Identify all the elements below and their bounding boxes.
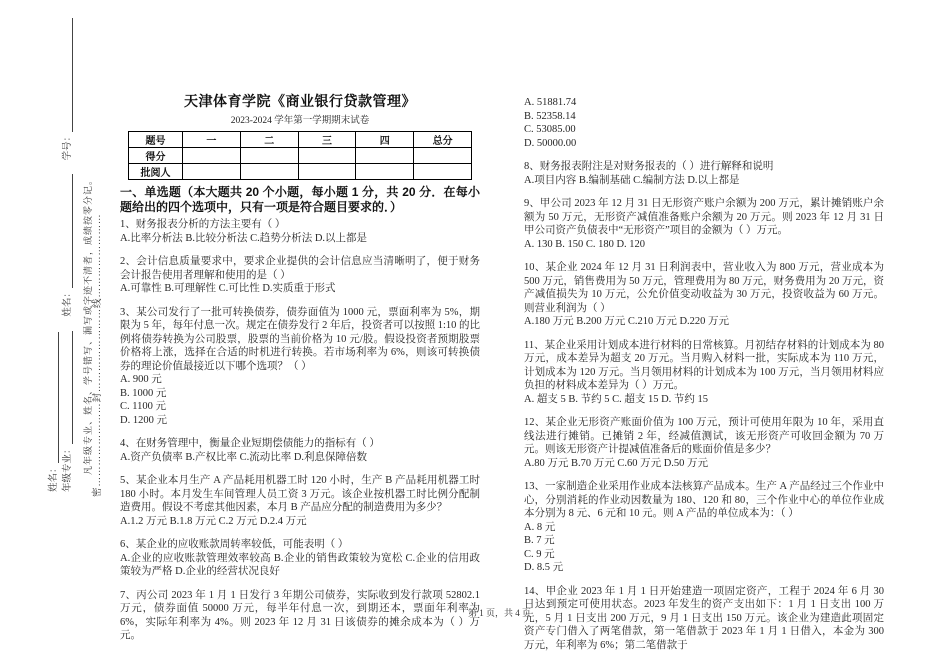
question-options: A.80 万元 B.70 万元 C.60 万元 D.50 万元	[524, 457, 709, 469]
question	[120, 538, 480, 579]
score-empty-cell	[240, 164, 298, 180]
score-empty-cell	[183, 148, 241, 164]
margin-outer-name-label: 姓名：	[49, 463, 59, 492]
column-right	[524, 96, 884, 652]
question	[524, 160, 884, 187]
question	[524, 197, 884, 251]
question	[524, 585, 884, 653]
question	[524, 416, 884, 470]
score-header-cell: 四	[356, 132, 414, 148]
question-options: A.180 万元 B.200 万元 C.210 万元 D.220 万元	[524, 316, 730, 327]
question	[524, 261, 884, 329]
question-options: A.项目内容 B.编制基础 C.编制方法 D.以上都是	[524, 174, 740, 186]
question-stem: 11、某企业采用计划成本进行材料的日常核算。月初结存材料的计划成本为 80 万元，成本差异为超支 20 万元。当月购入材料一批，实际成本为 110 万元，计划成本为 120 万元。当月领用材料的计划成本为 100 万元，当月领用材料应负担的材料成本差异为（ ）万元。	[524, 339, 884, 391]
question-stem: 4、在财务管理中，衡量企业短期偿债能力的指标有（ ）	[120, 438, 380, 449]
score-header-cell: 题号	[129, 132, 183, 148]
question-option: D. 1200 元	[120, 414, 167, 426]
question	[120, 589, 480, 643]
question-stem: 13、一家制造企业采用作业成本法核算产品成本。生产 A 产品经过三个作业中心，分别消耗的作业动因数量为 180、120 和 80，三个作业中心的单位作业成本分别为 8 元、6 元和 10 元。则 A 产品的单位成本为：（ ）	[524, 481, 884, 519]
question-options: A.可靠性 B.可理解性 C.可比性 D.实质重于形式	[120, 283, 336, 294]
question-stem: 3、某公司发行了一批可转换债券，债券面值为 1000 元，票面利率为 5%，期限为 5 年，每年付息一次。规定在债券发行 2 年后，投资者可以按照 1:10 的比例将债券转换为公司股票，股票的当前价格为 10 元/股。假设投资者预期股票价格将上涨，选择在合适的时机进行转换。若市场利率为 6%，则该可转换债券的理论价值最接近以下哪个选项？（ ）	[120, 306, 480, 372]
score-empty-cell	[298, 148, 356, 164]
score-empty-cell	[414, 148, 472, 164]
score-empty-cell	[414, 164, 472, 180]
question-option: C. 53085.00	[524, 124, 576, 135]
question	[120, 306, 480, 428]
fill-in-blank	[62, 331, 73, 445]
question-stem: 2、会计信息质量要求中，要求企业提供的会计信息应当清晰明了，便于财务会计报告使用者理解和使用的是（ ）	[120, 256, 480, 281]
question	[120, 255, 480, 296]
page-footer: 第 1 页，共 4 页	[468, 608, 532, 618]
question-option: A. 8 元	[524, 521, 556, 533]
score-empty-cell	[183, 164, 241, 180]
right-column	[524, 92, 884, 662]
question	[120, 474, 480, 528]
question-stem: 12、某企业无形资产账面价值为 100 万元，预计可使用年限为 10 年，采用直线法进行摊销。已摊销 2 年，经减值测试，该无形资产可收回金额为 70 万元。则该无形资产计提减值准备后的账面价值是多少？	[524, 417, 884, 455]
question-option: B. 1000 元	[120, 387, 167, 399]
question-option: B. 52358.14	[524, 110, 576, 122]
question-option: D. 8.5 元	[524, 562, 564, 573]
question-stem: 8、财务报表附注是对财务报表的（ ）进行解释和说明	[524, 161, 774, 172]
score-row	[129, 164, 472, 180]
score-row-label: 批阅人	[129, 164, 183, 180]
score-table	[128, 131, 472, 180]
margin-grade-major-label: 年级专业：	[63, 444, 73, 492]
question	[120, 437, 480, 464]
fill-in-blank	[48, 332, 59, 463]
question-stem: 10、某企业 2024 年 12 月 31 日利润表中，营业收入为 800 万元，营业成本为 500 万元，销售费用为 50 万元，管理费用为 80 万元，财务费用为 20 万元，资产减值损失为 10 万元，公允价值变动收益为 30 万元，投资收益为 60 万元。则营业利润为（ ）	[524, 262, 884, 314]
question-stem: 1、财务报表分析的方法主要有（ ）	[120, 219, 286, 230]
seal-line: 密……………………封……………………线……………………	[93, 213, 103, 497]
score-table-header-row	[129, 132, 472, 148]
score-empty-cell	[298, 164, 356, 180]
question	[524, 339, 884, 407]
question-option: C. 1100 元	[120, 401, 166, 412]
question	[524, 96, 884, 150]
question-options: A.资产负债率 B.产权比率 C.流动比率 D.利息保障倍数	[120, 451, 368, 463]
question	[524, 480, 884, 575]
column-left	[120, 218, 480, 643]
question-option: A. 51881.74	[524, 97, 577, 108]
question-option: B. 7 元	[524, 535, 555, 546]
score-empty-cell	[356, 148, 414, 164]
question-stem: 9、甲公司 2023 年 12 月 31 日无形资产账户余额为 200 万元，累计摊销账户余额为 50 万元，无形资产减值准备账户余额为 20 万元。则 2023 年 12 月 31 日甲公司资产负债表中“无形资产”项目的金额为（ ）万元。	[524, 198, 884, 236]
fill-in-blank	[62, 18, 73, 132]
question-options: A.1.2 万元 B.1.8 万元 C.2 万元 D.2.4 万元	[120, 515, 307, 527]
question-stem: 5、某企业本月生产 A 产品耗用机器工时 120 小时，生产 B 产品耗用机器工时 180 小时。本月发生车间管理人员工资 3 万元。该企业按机器工时比例分配制造费用。假设不考虑其他因素，本月 B 产品应分配的制造费用为多少？	[120, 475, 480, 513]
score-header-cell: 一	[183, 132, 241, 148]
question-options: A.比率分析法 B.比较分析法 C.趋势分析法 D.以上都是	[120, 232, 368, 244]
score-header-cell: 二	[240, 132, 298, 148]
margin-outer-name-field	[48, 332, 60, 492]
fill-in-blank	[62, 174, 73, 288]
page-title: 天津体育学院《商业银行贷款管理》	[184, 93, 416, 109]
margin-student-id-label: 学号：	[63, 131, 73, 161]
score-header-cell: 总分	[414, 132, 472, 148]
margin-warning-text: 凡年级专业、姓名、学号错写、漏写或字迹不清者，成绩按零分记。	[83, 174, 93, 475]
margin-student-info-line	[62, 18, 74, 492]
question-stem: 7、丙公司 2023 年 1 月 1 日发行 3 年期公司债券，实际收到发行款项 52802.1 万元，债券面值 50000 万元，每半年付息一次，到期还本，票面年利率为 6%，实际年利率为 4%。则 2023 年 12 月 31 日该债券的摊余成本为（ ）万元。	[120, 589, 480, 641]
question-options: A.企业的应收账款管理效率较高 B.企业的销售政策较为宽松 C.企业的信用政策较为严格 D.企业的经营状况良好	[120, 552, 480, 577]
score-empty-cell	[240, 148, 298, 164]
question-options: A. 130 B. 150 C. 180 D. 120	[524, 238, 646, 250]
score-header-cell: 三	[298, 132, 356, 148]
question-option: C. 9 元	[524, 548, 555, 560]
question-options: A. 超支 5 B. 节约 5 C. 超支 15 D. 节约 15	[524, 393, 709, 405]
question	[120, 218, 480, 245]
question-stem: 6、某企业的应收账款周转率较低，可能表明（ ）	[120, 539, 349, 550]
question-stem: 14、甲企业 2023 年 1 月 1 日开始建造一项固定资产，工程于 2024 年 6 月 30 日达到预定可使用状态。2023 年发生的资产支出如下：1 月 1 日支出 100 万元，5 月 1 日支出 200 万元，9 月 1 日支出 150 万元。该企业为建造此项固定资产专门借入了两笔借款，第一笔借款于 2023 年 1 月 1 日借入，本金为 300 万元，年利率为 6%；第二笔借款于	[524, 585, 884, 651]
score-empty-cell	[356, 164, 414, 180]
question-option: D. 50000.00	[524, 137, 577, 149]
margin-name-label: 姓名：	[63, 288, 73, 317]
question-option: A. 900 元	[120, 374, 162, 385]
page-subtitle: 2023-2024 学年第一学期期末试卷	[230, 116, 370, 126]
score-row	[129, 148, 472, 164]
left-column	[120, 92, 480, 653]
section-heading: 一、单选题（本大题共 20 个小题，每小题 1 分，共 20 分．在每小题给出的四个选项中，只有一项是符合题目要求的．）	[120, 185, 480, 214]
score-row-label: 得分	[129, 148, 183, 164]
